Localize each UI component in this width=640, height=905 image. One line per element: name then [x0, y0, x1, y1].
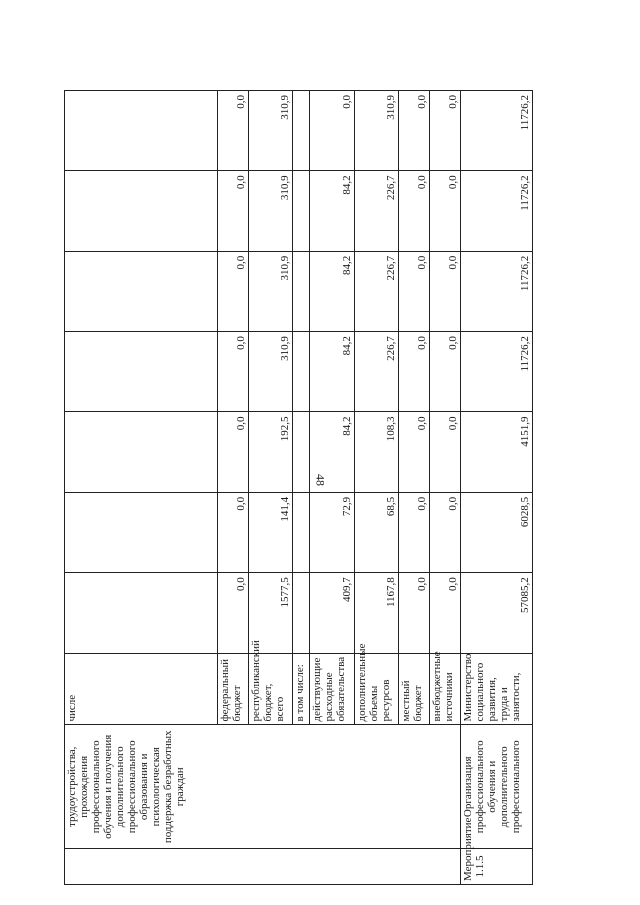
value-cell: [293, 171, 310, 251]
value-cell: 84,2: [310, 251, 355, 331]
value-cell: 310,9: [248, 91, 293, 171]
value-cell: 0,0: [399, 91, 430, 171]
funding-source-cell: местный бюджет: [399, 653, 430, 725]
value-cell: 310,9: [248, 171, 293, 251]
value-cell: 0,0: [218, 573, 249, 653]
value-cell: 0,0: [399, 573, 430, 653]
value-cell: 0,0: [430, 171, 461, 251]
value-cell: 84,2: [310, 412, 355, 492]
funding-source-cell: дополнительные объемы ресурсов: [354, 653, 399, 725]
value-cell: 0,0: [430, 492, 461, 572]
value-cell: 226,7: [354, 171, 399, 251]
value-cell: 0,0: [218, 492, 249, 572]
value-cell: 409,7: [310, 573, 355, 653]
value-cell: 11726,2: [461, 251, 533, 331]
value-cell: 310,9: [354, 91, 399, 171]
value-cell: 68,5: [354, 492, 399, 572]
value-cell: 0,0: [399, 492, 430, 572]
event-code-cell: Мероприятие 1.1.5: [461, 849, 533, 885]
value-cell: 72,9: [310, 492, 355, 572]
value-cell: 0,0: [430, 573, 461, 653]
value-cell: 6028,5: [461, 492, 533, 572]
table-row-next-event: [461, 91, 533, 885]
value-cell: 0,0: [310, 91, 355, 171]
value-cell: 0,0: [218, 332, 249, 412]
funding-source-cell: действующие расходные обязательства: [310, 653, 355, 725]
value-cell: 4151,9: [461, 412, 533, 492]
funding-source-cell: в том числе:: [293, 653, 310, 725]
value-cell: 11726,2: [461, 91, 533, 171]
value-cell: 141,4: [248, 492, 293, 572]
value-cell: 310,9: [248, 332, 293, 412]
value-cell: [293, 412, 310, 492]
source-header-cell: числе: [65, 653, 218, 725]
value-cell: 226,7: [354, 332, 399, 412]
value-cell: 0,0: [430, 251, 461, 331]
funding-source-cell: федеральный бюджет: [218, 653, 249, 725]
value-cell: [293, 492, 310, 572]
value-cell: 0,0: [399, 171, 430, 251]
value-cell: 1167,8: [354, 573, 399, 653]
value-cell: 310,9: [248, 251, 293, 331]
value-cell: 11726,2: [461, 332, 533, 412]
value-cell: 1577,5: [248, 573, 293, 653]
value-cell: 0,0: [430, 412, 461, 492]
value-cell: 0,0: [430, 332, 461, 412]
funding-source-cell: республиканский бюджет, всего: [248, 653, 293, 725]
value-cell: 84,2: [310, 171, 355, 251]
value-cell: 84,2: [310, 332, 355, 412]
funding-source-cell: внебюджетные источники: [430, 653, 461, 725]
budget-table: [64, 90, 533, 885]
value-cell: 0,0: [218, 171, 249, 251]
table-row-continuation: [65, 91, 218, 885]
value-cell: 0,0: [399, 332, 430, 412]
event-description-cell: трудоустройства, прохождения профессионального обучения и получения дополнительного профессионального образования и психологическая поддержка безработных граждан: [65, 725, 461, 849]
value-cell: [293, 332, 310, 412]
executor-cell: Министерство социального развития, труда и занятости,: [461, 653, 533, 725]
value-cell: 226,7: [354, 251, 399, 331]
value-cell: 0,0: [218, 251, 249, 331]
value-cell: 192,5: [248, 412, 293, 492]
rotated-table-container: [64, 90, 533, 885]
event-description-cell: Организация профессионального обучения и дополнительного профессионального: [461, 725, 533, 849]
value-cell: 0,0: [218, 91, 249, 171]
value-cell: [293, 573, 310, 653]
value-cell: 0,0: [399, 251, 430, 331]
value-cell: 57085,2: [461, 573, 533, 653]
value-cell: 0,0: [430, 91, 461, 171]
value-cell: 11726,2: [461, 171, 533, 251]
value-cell: [293, 91, 310, 171]
value-cell: 0,0: [399, 412, 430, 492]
value-cell: [293, 251, 310, 331]
value-cell: 0,0: [218, 412, 249, 492]
page-number: 48: [313, 474, 328, 486]
code-cell-empty: [65, 849, 461, 885]
value-cell: 108,3: [354, 412, 399, 492]
